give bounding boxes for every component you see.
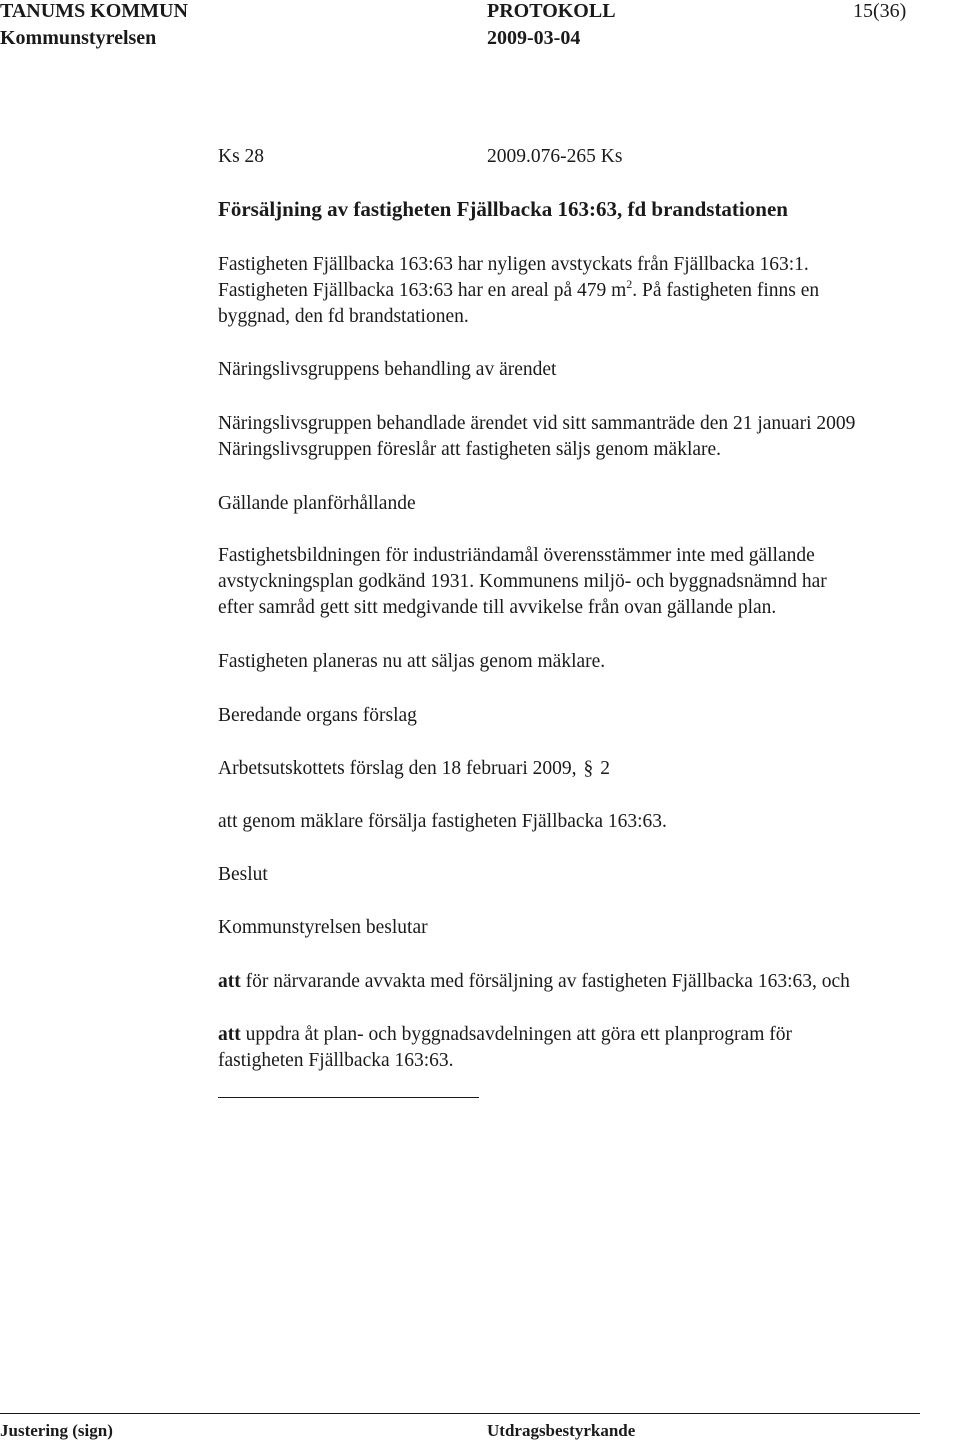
decision-item-2-cont: fastigheten Fjällbacka 163:63. [218, 1050, 454, 1071]
proposal-line: att genom mäklare försälja fastigheten Fjällbacka 163:63. [218, 811, 667, 832]
paragraph-line: Fastigheten planeras nu att säljas genom mäklare. [218, 651, 606, 672]
paragraph-line: Näringslivsgruppen behandlade ärendet vid sitt sammanträde den 21 januari 2009 [218, 413, 856, 434]
header-dept: Kommunstyrelsen [0, 27, 157, 49]
case-ks-number: Ks 28 [218, 146, 265, 167]
intro-line-3: byggnad, den fd brandstationen. [218, 306, 469, 327]
footer-justering: Justering (sign) [0, 1421, 113, 1440]
section-heading: Beredande organs förslag [218, 705, 417, 726]
footer-utdragsbestyrkande: Utdragsbestyrkande [487, 1421, 636, 1440]
header-doc-type: PROTOKOLL [487, 0, 616, 22]
paragraph-line: Näringslivsgruppen föreslår att fastigheten säljs genom mäklare. [218, 439, 722, 460]
intro-line-2: Fastigheten Fjällbacka 163:63 har en areal på 479 $m^2$. På fastigheten finns en [218, 277, 820, 301]
section-heading: Gällande planförhållande [218, 493, 416, 514]
paragraph-line: avstyckningsplan godkänd 1931. Kommunens miljö- och byggnadsnämnd har [218, 571, 827, 592]
page-number: 15(36) [853, 0, 907, 22]
case-diarie-number: 2009.076-265 Ks [487, 146, 623, 167]
footer-rule [0, 1413, 920, 1414]
header-date: 2009-03-04 [487, 27, 581, 49]
paragraph-sign-icon: § [583, 758, 594, 779]
end-rule [218, 1097, 479, 1098]
paragraph-line: Fastighetsbildningen för industriändamål överensstämmer inte med gällande [218, 545, 815, 566]
decision-heading: Beslut [218, 864, 268, 885]
header-org: TANUMS KOMMUN [0, 0, 188, 22]
intro-line-1: Fastigheten Fjällbacka 163:63 har nyligen avstyckats från Fjällbacka 163:1. [218, 254, 809, 275]
proposal-reference: Arbetsutskottets förslag den 18 februari 2009, § 2 [218, 756, 610, 782]
decision-intro: Kommunstyrelsen beslutar [218, 917, 428, 938]
case-title: Försäljning av fastigheten Fjällbacka 163:63, fd brandstationen [218, 197, 788, 221]
decision-item-1: att för närvarande avvakta med försäljning av fastigheten Fjällbacka 163:63, och [218, 971, 850, 992]
paragraph-line: efter samråd gett sitt medgivande till avvikelse från ovan gällande plan. [218, 597, 777, 618]
decision-item-2: att uppdra åt plan- och byggnadsavdelningen att göra ett planprogram för [218, 1024, 792, 1045]
section-heading: Näringslivsgruppens behandling av ärendet [218, 359, 557, 380]
